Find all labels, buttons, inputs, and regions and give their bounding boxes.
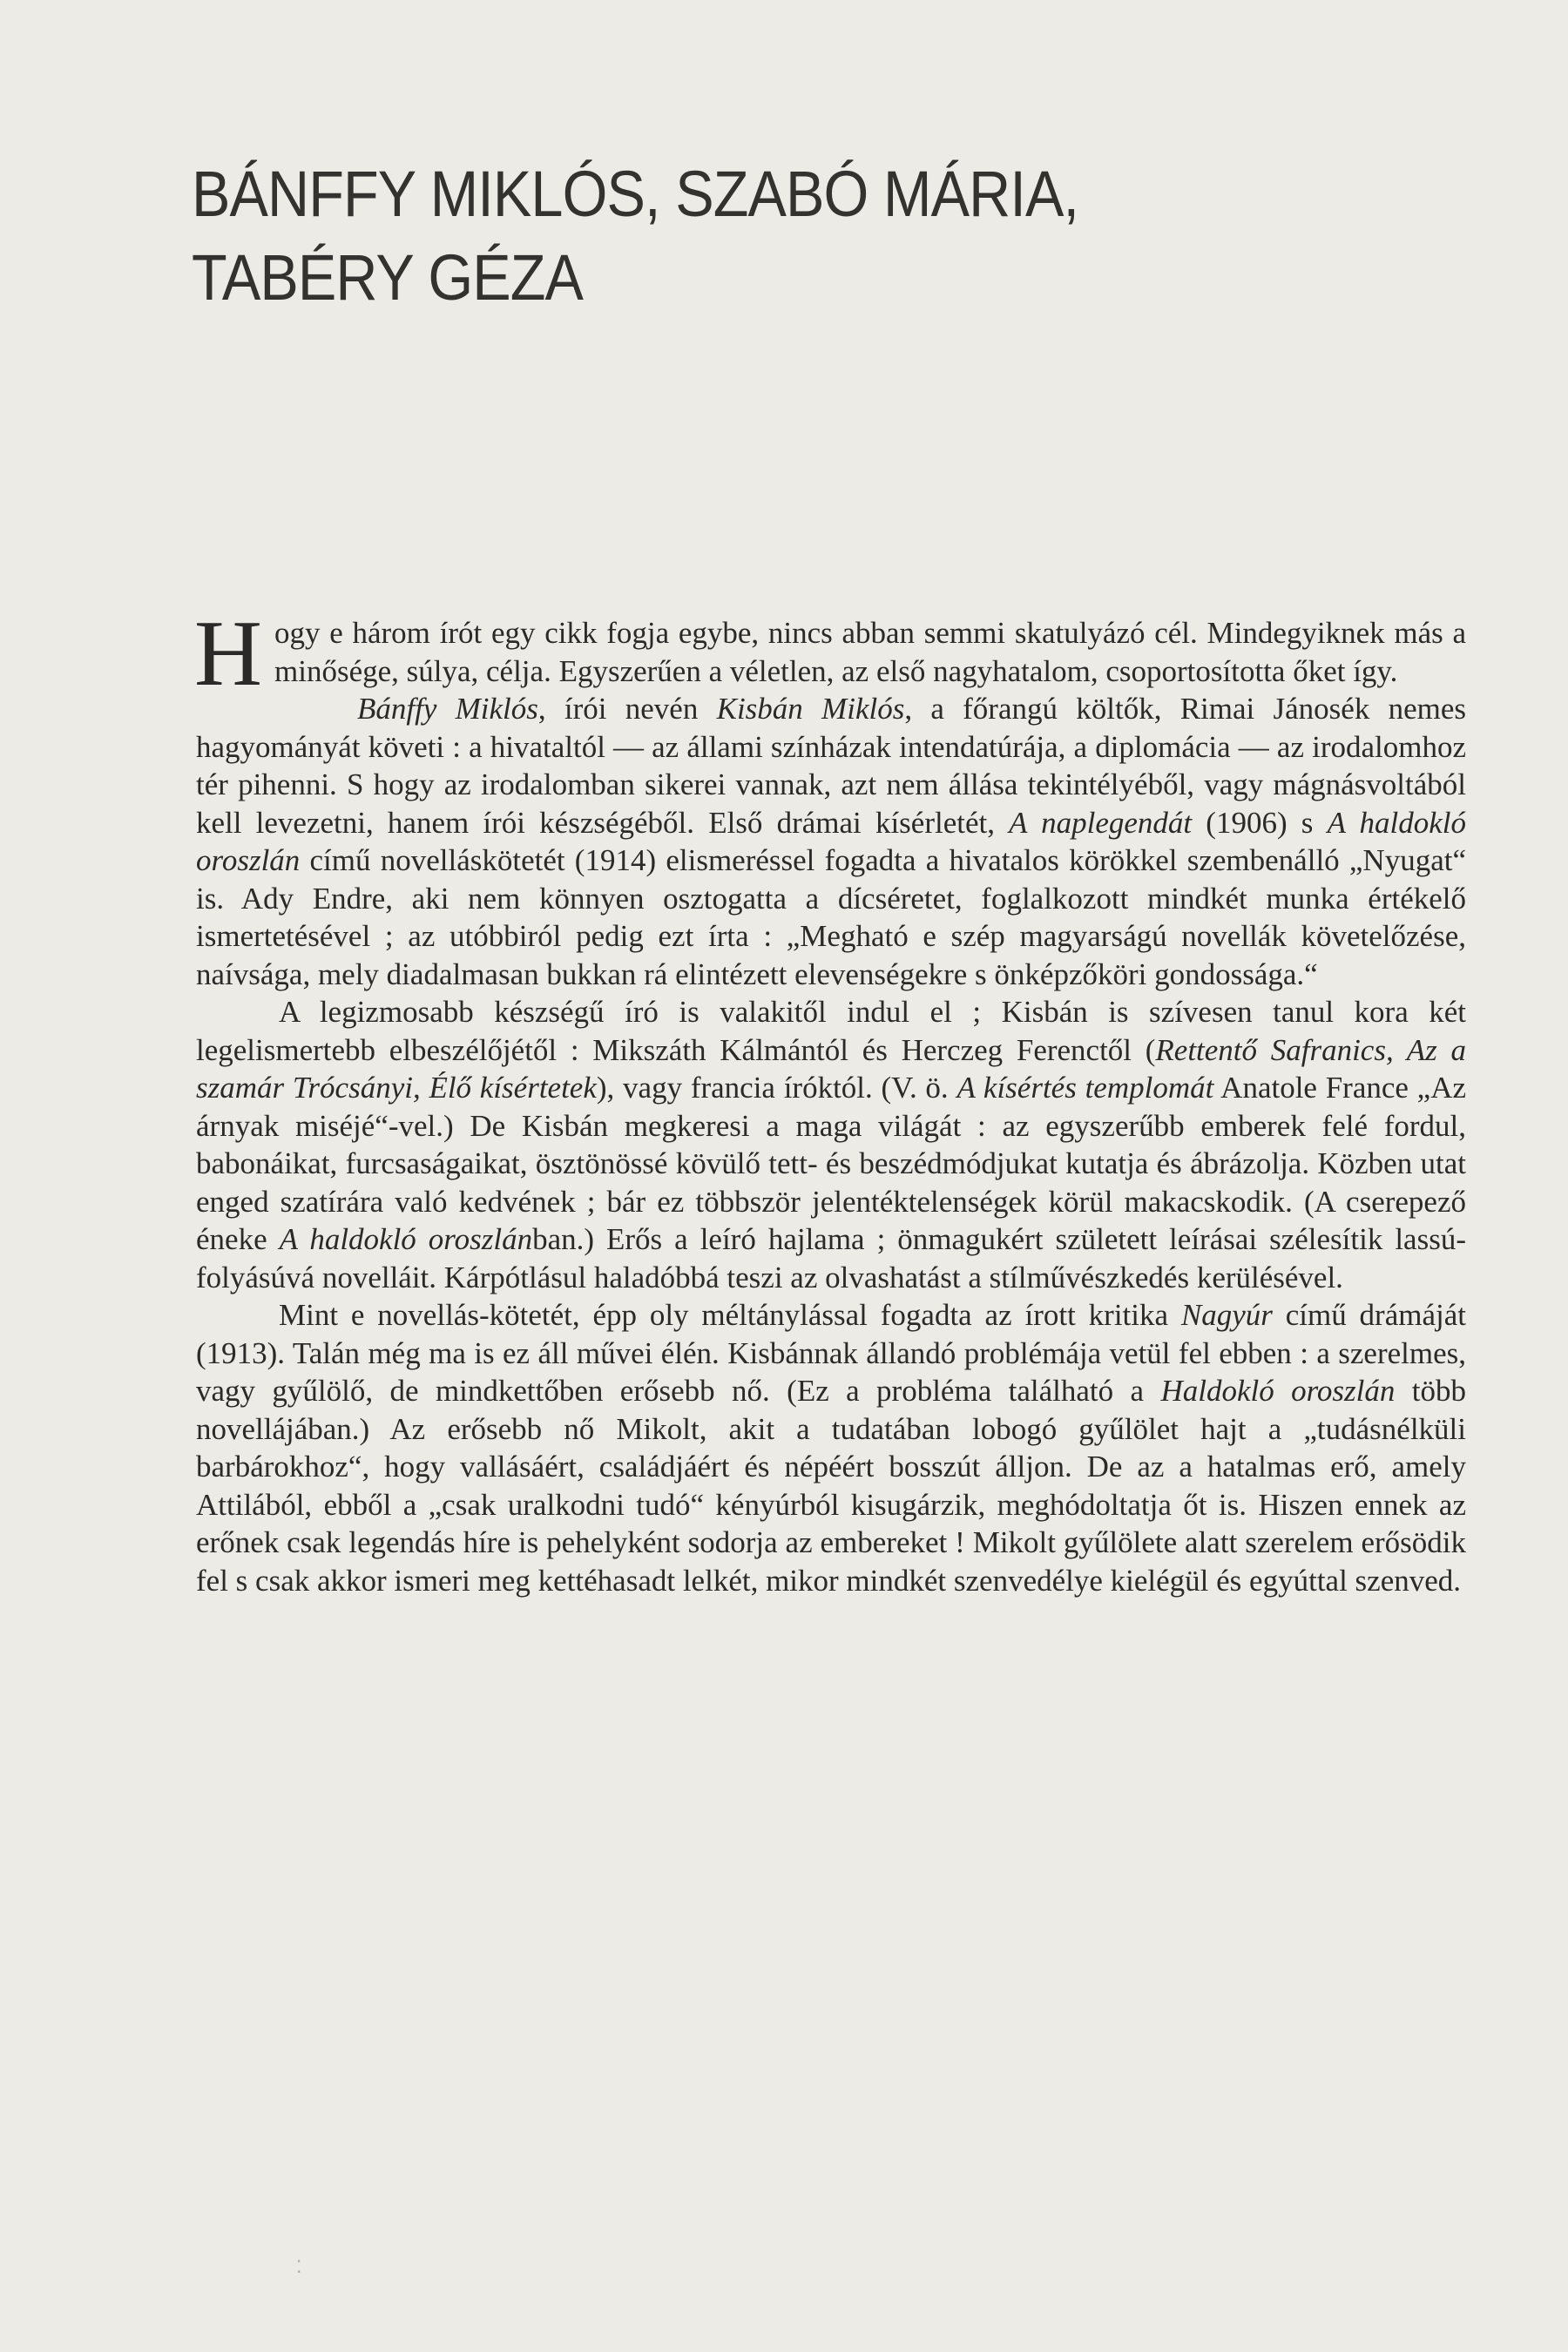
text-run: ), vagy francia íróktól. (V. ö.: [596, 1071, 957, 1105]
chapter-title-line-1: BÁNFFY MIKLÓS, SZABÓ MÁRIA,: [192, 158, 1079, 230]
italic-title-run: Bánffy Miklós: [357, 692, 538, 726]
text-run: ogy e három írót egy cikk fogja egybe, nincs abban semmi skatulyázó cél. Mindegyiknek más a minősége, súlya, célja. Egyszerűen a véletlen, az első nagyhatalom, csoportosította őket így.: [274, 616, 1466, 688]
chapter-title: [192, 152, 1289, 320]
chapter-title-line-2: TABÉRY GÉZA: [192, 241, 584, 314]
text-run: című novelláskötetét (1914) elismeréssel fogadta a hivatalos körökkel szembenálló „Nyugat“ is. Ady Endre, aki nem könnyen osztogatta a dícséretet, foglalkozott mindkét munka értékelő ismertetésével ; az utóbbiról pedig ezt írta : „Megható e szép magyarságú novellák követelőzése, naívsága, mely diadalmasan bukkan rá elintézett elevenségekre s önképzőköri gondossága.“: [196, 843, 1466, 991]
text-run: ban.) Erős a leíró hajlama ; önmagukért született leírásai szélesítik lassúfolyásúvá novelláit. Kárpótlásul haladóbbá teszi az olvashatást a stílművészkedés kerülésével.: [196, 1222, 1466, 1294]
italic-title-run: A haldokló oroszlán: [279, 1222, 533, 1256]
text-run: több novellájában.) Az erősebb nő Mikolt, akit a tudatában lobogó gyűlölet hajt a „tudásnélküli barbárokhoz“, hogy vallásáért, családjáért és népéért bosszút álljon. De az a hatalmas erő, amely Attilából, ebből a „csak uralkodni tudó“ kényúrból kisugárzik, meghódoltatja őt is. Hiszen ennek az erőnek csak legendás híre is pehelyként sodorja az embereket ! Mikolt gyűlölete alatt szerelem erősödik fel s csak akkor ismeri meg kettéhasadt lelkét, mikor mindkét szenvedélye kielégül és egyúttal szenved.: [196, 1374, 1466, 1598]
italic-title-run: Haldokló oroszlán: [1160, 1374, 1396, 1408]
text-run: (1906) s: [1192, 805, 1328, 840]
article-body: [194, 602, 1467, 1599]
paragraph-1: [194, 602, 1466, 706]
paragraph-2: [196, 690, 1466, 993]
italic-title-run: A kísértés templomát: [956, 1071, 1214, 1105]
text-run: című drámáját (1913). Talán még ma is ez áll művei élén. Kisbánnak állandó problémája vetül fel ebben : a szerelmes, vagy gyűlölő, de mindkettőben erősebb nő. (Ez a probléma található a: [196, 1298, 1466, 1408]
italic-title-run: A haldokló oroszlán: [196, 805, 1467, 877]
italic-title-run: A naplegendát: [1009, 805, 1193, 840]
paragraph-1-text: [274, 616, 1466, 688]
text-run: A legizmosabb készségű író is valakitől indul el ; Kisbán is szívesen tanul kora két legelismertebb elbeszélőjétől : Mikszáth Kálmántól és Herczeg Ferenctől (: [196, 995, 1466, 1067]
drop-cap: H: [194, 602, 262, 706]
paragraph-3: [196, 993, 1466, 1296]
text-run: , a főrangú költők, Rimai Jánosék nemes hagyományát követi : a hivataltól — az állami színházak intendatúrája, a diplomácia — az irodalomhoz tér pihenni. S hogy az irodalomban sikerei vannak, azt nem állása tekintélyéből, vagy mágnásvoltából kell levezetni, hanem írói készségéből. Első drámai kísérletét,: [196, 692, 1467, 840]
text-run: Anatole France „Az árnyak miséjé“-vel.) De Kisbán megkeresi a maga világát : az egyszerűbb emberek felé fordul, babonáikat, furcsaságaikat, ösztönössé kövülő tett- és beszédmódjukat kutatja és ábrázolja. Közben utat enged szatírára való kedvének ; bár ez többször jelentéktelenségek körül makacskodik. (A cserepező éneke: [196, 1071, 1467, 1256]
text-run: , írói nevén: [537, 692, 717, 726]
italic-title-run: Rettentő Safranics, Az a szamár Trócsányi, Élő kísértetek: [196, 1032, 1466, 1105]
italic-title-run: Kisbán Miklós: [716, 692, 905, 726]
text-run: Mint e novellás-kötetét, épp oly méltánylással fogadta az írott kritika: [279, 1298, 1181, 1332]
page-speck: ⁚: [296, 2258, 302, 2277]
italic-title-run: Nagyúr: [1180, 1298, 1273, 1332]
paragraph-4: [196, 1296, 1466, 1599]
